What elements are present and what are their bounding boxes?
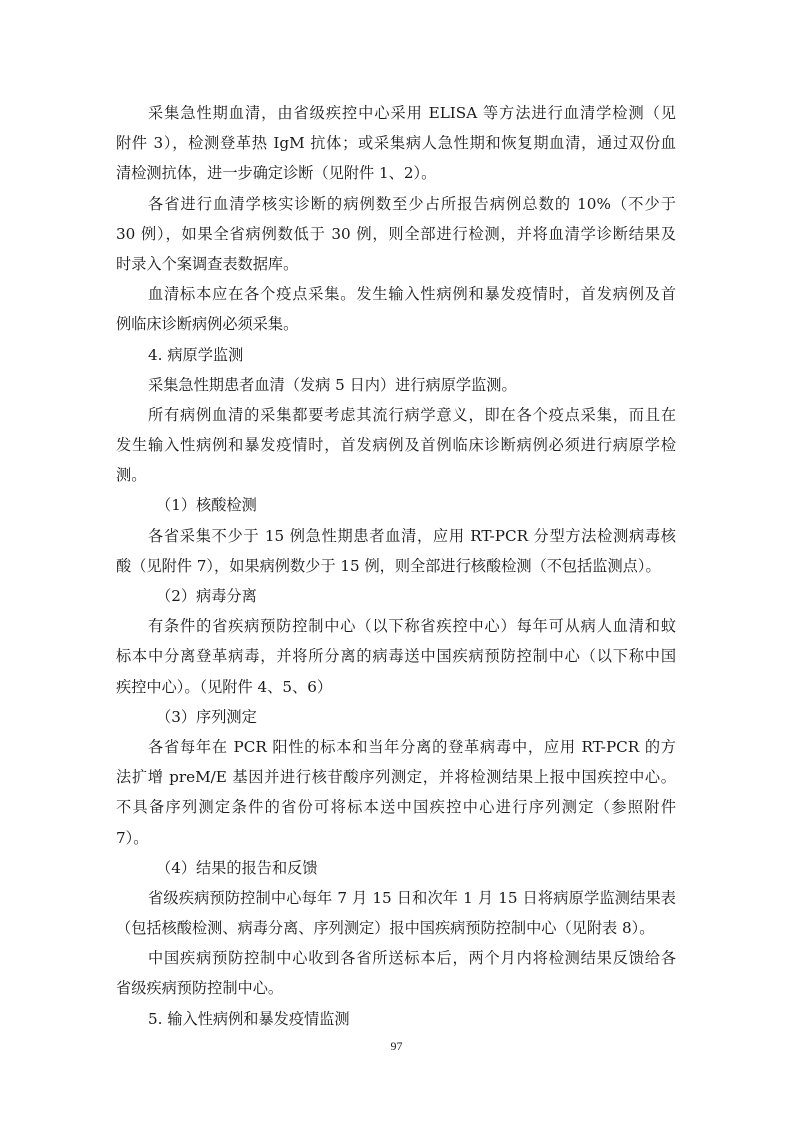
text-line: 30 例），如果全省病例数低于 30 例，则全部进行检测，并将血清学诊断结果及 [116, 224, 676, 243]
document-page [116, 98, 676, 1034]
text-line: 疾控中心）。（见附件 4、5、6） [116, 677, 333, 696]
section-heading [116, 340, 676, 370]
body-paragraph [116, 400, 676, 491]
body-paragraph [116, 732, 676, 853]
body-paragraph [116, 883, 676, 943]
text-line: （4）结果的报告和反馈 [156, 858, 318, 877]
body-paragraph [116, 189, 676, 280]
text-line: 5. 输入性病例和暴发疫情监测 [148, 1009, 350, 1028]
text-line: 附件 3），检测登革热 IgM 抗体；或采集病人急性期和恢复期血清，通过双份血 [116, 134, 676, 153]
text-line: 法扩增 preM/E 基因并进行核苷酸序列测定，并将检测结果上报中国疾控中心。 [116, 768, 676, 787]
body-paragraph [116, 370, 676, 400]
text-line: 各省进行血清学核实诊断的病例数至少占所报告病例总数的 10%（不少于 [148, 194, 676, 213]
section-heading [116, 581, 676, 611]
text-line: 中国疾病预防控制中心收到各省所送标本后，两个月内将检测结果反馈给各 [148, 949, 676, 968]
section-heading [116, 1004, 676, 1034]
body-paragraph [116, 279, 676, 339]
text-line: 例临床诊断病例必须采集。 [116, 315, 299, 334]
text-line: 测。 [116, 466, 147, 485]
body-paragraph [116, 943, 676, 1003]
text-line: 发生输入性病例和暴发疫情时，首发病例及首例临床诊断病例必须进行病原学检 [116, 436, 676, 455]
text-line: 各省采集不少于 15 例急性期患者血清，应用 RT-PCR 分型方法检测病毒核 [148, 526, 676, 545]
body-paragraph [116, 611, 676, 702]
text-line: 不具备序列测定条件的省份可将标本送中国疾控中心进行序列测定（参照附件 [116, 798, 676, 817]
section-heading [116, 853, 676, 883]
text-line: 采集急性期患者血清（发病 5 日内）进行病原学监测。 [148, 375, 517, 394]
text-line: 4. 病原学监测 [148, 345, 244, 364]
text-line: 清检测抗体，进一步确定诊断（见附件 1、2）。 [116, 164, 437, 183]
text-line: 省级疾病预防控制中心每年 7 月 15 日和次年 1 月 15 日将病原学监测结果表 [148, 888, 676, 907]
text-line: 各省每年在 PCR 阳性的标本和当年分离的登革病毒中，应用 RT-PCR 的方 [148, 737, 676, 756]
text-line: 标本中分离登革病毒，并将所分离的病毒送中国疾病预防控制中心（以下称中国 [116, 647, 676, 666]
text-line: （包括核酸检测、病毒分离、序列测定）报中国疾病预防控制中心（见附表 8）。 [116, 919, 655, 938]
text-line: 7）。 [116, 828, 149, 847]
text-line: （3）序列测定 [156, 707, 257, 726]
text-line: 省级疾病预防控制中心。 [116, 979, 284, 998]
text-line: （1）核酸检测 [156, 496, 257, 515]
body-paragraph [116, 521, 676, 581]
text-line: 所有病例血清的采集都要考虑其流行病学意义，即在各个疫点采集，而且在 [148, 405, 676, 424]
text-line: （2）病毒分离 [156, 587, 257, 605]
text-line: 采集急性期血清，由省级疾控中心采用 ELISA 等方法进行血清学检测（见 [148, 104, 676, 122]
body-paragraph [116, 98, 676, 189]
text-line: 时录入个案调查表数据库。 [116, 254, 299, 273]
section-heading [116, 702, 676, 732]
section-heading [116, 490, 676, 520]
page-number: 97 [390, 1039, 403, 1053]
text-line: 有条件的省疾病预防控制中心（以下称省疾控中心）每年可从病人血清和蚊 [148, 617, 676, 636]
text-line: 血清标本应在各个疫点采集。发生输入性病例和暴发疫情时，首发病例及首 [148, 285, 676, 304]
text-line: 酸（见附件 7），如果病例数少于 15 例，则全部进行核酸检测（不包括监测点）。 [116, 556, 661, 575]
